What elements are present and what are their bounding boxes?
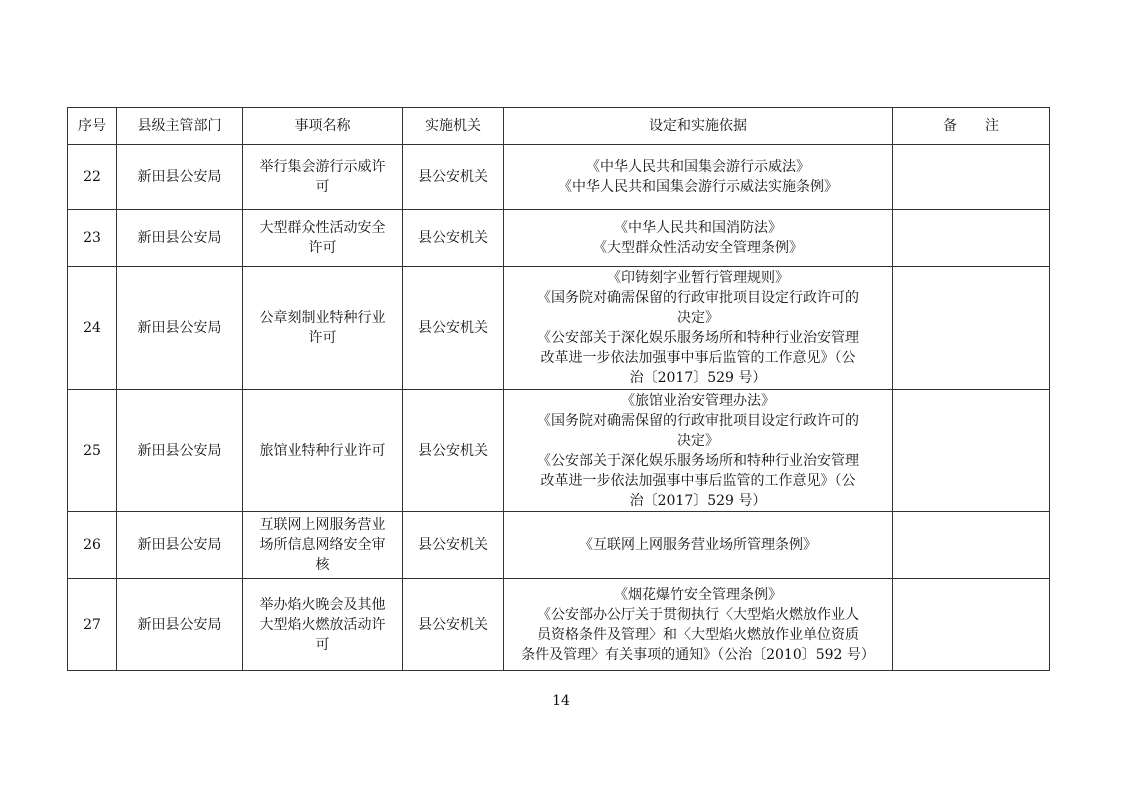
basis-line: 《中华人民共和国集会游行示威法实施条例》: [558, 179, 838, 195]
basis-line: 决定》: [677, 310, 719, 326]
basis-line: 治〔2017〕529 号）: [629, 370, 767, 386]
header-dept: 县级主管部门: [117, 108, 243, 145]
cell-agency: 县公安机关: [403, 512, 504, 579]
cell-basis: [504, 390, 893, 512]
cell-dept: 新田县公安局: [117, 145, 243, 210]
cell-agency: 县公安机关: [403, 267, 504, 390]
header-seq: 序号: [68, 108, 117, 145]
cell-item: [243, 390, 403, 512]
table-row: [68, 267, 1050, 390]
basis-line: 《公安部关于深化娱乐服务场所和特种行业治安管理: [537, 330, 859, 346]
item-line: 许可: [308, 240, 337, 256]
table-row: [68, 390, 1050, 512]
cell-item: [243, 145, 403, 210]
cell-seq: 22: [68, 145, 117, 210]
cell-agency: 县公安机关: [403, 390, 504, 512]
table-row: [68, 145, 1050, 210]
table-row: [68, 579, 1050, 671]
cell-remark: [893, 512, 1050, 579]
cell-item: [243, 512, 403, 579]
cell-dept: 新田县公安局: [117, 210, 243, 267]
page-number: 14: [552, 693, 570, 709]
item-line: 场所信息网络安全审: [259, 537, 386, 553]
basis-line: 《烟花爆竹安全管理条例》: [614, 586, 782, 603]
cell-dept: 新田县公安局: [117, 512, 243, 579]
header-remark: 备 注: [893, 108, 1050, 145]
cell-basis: [504, 512, 893, 579]
basis-line: 《旅馆业治安管理办法》: [621, 392, 775, 409]
cell-dept: 新田县公安局: [117, 267, 243, 390]
item-line: 许可: [308, 330, 337, 346]
basis-line: 改革进一步依法加强事中事后监管的工作意见》（公: [540, 472, 856, 489]
table-row: [68, 210, 1050, 267]
item-line: 核: [315, 557, 330, 573]
basis-line: 决定》: [677, 432, 719, 449]
item-line: 可: [315, 179, 330, 195]
cell-basis: [504, 267, 893, 390]
item-line: 可: [315, 636, 330, 653]
cell-item: [243, 210, 403, 267]
table-row: [68, 512, 1050, 579]
basis-line: 《公安部办公厅关于贯彻执行〈大型焰火燃放作业人: [537, 606, 859, 623]
cell-remark: [893, 390, 1050, 512]
cell-seq: 27: [68, 579, 117, 671]
permit-items-table: [67, 107, 1050, 671]
basis-line: 《国务院对确需保留的行政审批项目设定行政许可的: [537, 412, 859, 429]
header-agency: 实施机关: [403, 108, 504, 145]
basis-line: 《中华人民共和国集会游行示威法》: [586, 159, 810, 175]
header-basis: 设定和实施依据: [504, 108, 893, 145]
item-line: 互联网上网服务营业: [259, 517, 386, 533]
cell-basis: [504, 579, 893, 671]
item-line: 大型焰火燃放活动许: [259, 616, 386, 633]
cell-remark: [893, 210, 1050, 267]
basis-line: 改革进一步依法加强事中事后监管的工作意见》（公: [540, 350, 856, 366]
cell-basis: [504, 145, 893, 210]
basis-line: 条件及管理〉有关事项的通知》（公治〔2010〕592 号）: [521, 646, 875, 663]
basis-line: 员资格条件及管理〉和〈大型焰火燃放作业单位资质: [537, 626, 859, 643]
item-line: 公章刻制业特种行业: [259, 310, 386, 326]
cell-seq: 26: [68, 512, 117, 579]
cell-basis: [504, 210, 893, 267]
basis-line: 《互联网上网服务营业场所管理条例》: [579, 537, 817, 553]
cell-item: [243, 579, 403, 671]
basis-line: 治〔2017〕529 号）: [629, 492, 767, 509]
cell-dept: 新田县公安局: [117, 579, 243, 671]
item-line: 旅馆业特种行业许可: [259, 442, 386, 459]
basis-line: 《印铸刻字业暂行管理规则》: [607, 270, 789, 286]
cell-remark: [893, 267, 1050, 390]
cell-remark: [893, 579, 1050, 671]
table-header-row: [68, 108, 1050, 145]
cell-seq: 25: [68, 390, 117, 512]
item-line: 大型群众性活动安全: [259, 220, 386, 236]
cell-dept: 新田县公安局: [117, 390, 243, 512]
cell-seq: 24: [68, 267, 117, 390]
basis-line: 《大型群众性活动安全管理条例》: [593, 240, 803, 256]
cell-agency: 县公安机关: [403, 145, 504, 210]
basis-line: 《国务院对确需保留的行政审批项目设定行政许可的: [537, 290, 859, 306]
cell-remark: [893, 145, 1050, 210]
cell-item: [243, 267, 403, 390]
cell-agency: 县公安机关: [403, 210, 504, 267]
item-line: 举办焰火晚会及其他: [259, 596, 386, 613]
header-item: 事项名称: [243, 108, 403, 145]
item-line: 举行集会游行示威许: [259, 159, 386, 175]
cell-agency: 县公安机关: [403, 579, 504, 671]
cell-seq: 23: [68, 210, 117, 267]
basis-line: 《公安部关于深化娱乐服务场所和特种行业治安管理: [537, 452, 859, 469]
basis-line: 《中华人民共和国消防法》: [614, 220, 782, 236]
